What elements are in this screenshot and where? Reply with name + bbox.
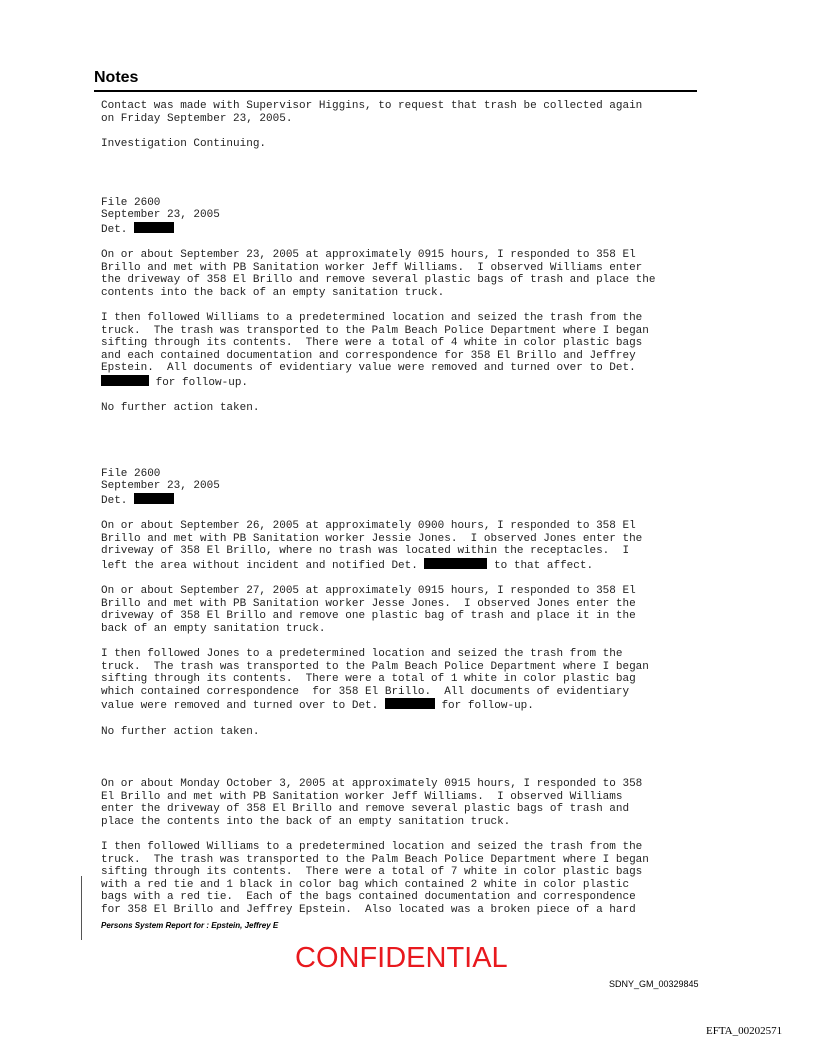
entry-3-paragraph-3 — [101, 648, 701, 713]
text-line: sifting through its contents. There were a total of 1 white in color plastic bag — [101, 673, 636, 685]
text-line: truck. The trash was transported to the Palm Beach Police Department where I began — [101, 324, 649, 337]
text-line: enter the driveway of 358 El Brillo and remove several plastic bags of trash and — [101, 803, 630, 815]
text-line — [101, 558, 701, 573]
detective-line — [101, 493, 701, 508]
entry-2-paragraph-2 — [101, 312, 701, 389]
margin-line — [81, 876, 82, 940]
text-line: Brillo and met with PB Sanitation worker Jessie Jones. I observed Jones enter the — [101, 532, 643, 545]
entry-4-paragraph-1 — [101, 778, 701, 828]
text-line: I then followed Williams to a predetermined location and seized the trash from the — [101, 312, 643, 324]
text-line: Brillo and met with PB Sanitation worker Jeff Williams. I observed Williams enter — [101, 261, 643, 274]
text-line: truck. The trash was transported to the Palm Beach Police Department where I began — [101, 853, 649, 866]
text-line: truck. The trash was transported to the Palm Beach Police Department where I began — [101, 660, 649, 673]
text-line: the driveway of 358 El Brillo and remove several plastic bags of trash and place the — [101, 274, 656, 286]
text-line: driveway of 358 El Brillo and remove one plastic bag of trash and place it in the — [101, 610, 636, 622]
file-number: File 2600 — [101, 467, 161, 480]
text-line — [101, 375, 701, 390]
entry-2-closing — [101, 402, 701, 415]
entry-3-paragraph-2 — [101, 585, 701, 635]
text-line: On or about September 27, 2005 at approximately 0915 hours, I responded to 358 El — [101, 585, 636, 597]
entry-date: September 23, 2005 — [101, 209, 220, 221]
text-line — [101, 698, 701, 713]
efta-number: EFTA_00202571 — [706, 1025, 783, 1037]
entry-1-status — [101, 138, 701, 151]
redaction-box — [424, 558, 487, 569]
detective-line — [101, 222, 701, 237]
text-line: El Brillo and met with PB Sanitation worker Jeff Williams. I observed Williams — [101, 790, 623, 803]
text-line: driveway of 358 El Brillo, where no trash was located within the receptacles. I — [101, 545, 630, 557]
entry-2-paragraph-1 — [101, 249, 701, 299]
redaction-box — [101, 375, 149, 386]
text-line: for 358 El Brillo and Jeffrey Epstein. Also located was a broken piece of a hard — [101, 903, 636, 916]
entry-3-closing — [101, 726, 701, 739]
entry-1-paragraph — [101, 100, 701, 125]
text-line: sifting through its contents. There were a total of 7 white in color plastic bags — [101, 866, 643, 878]
text-line: On or about September 26, 2005 at approximately 0900 hours, I responded to 358 El — [101, 520, 636, 532]
text-line: On or about Monday October 3, 2005 at approximately 0915 hours, I responded to 358 — [101, 778, 643, 790]
text-line: sifting through its contents. There were a total of 4 white in color plastic bags — [101, 337, 643, 349]
detective-label: Det. — [101, 223, 128, 236]
notes-body — [101, 100, 701, 929]
redaction-box — [385, 698, 435, 709]
text-line: on Friday September 23, 2005. — [101, 112, 293, 125]
text-line: On or about September 23, 2005 at approximately 0915 hours, I responded to 358 El — [101, 249, 636, 261]
entry-3-header — [101, 468, 701, 508]
text-fragment: for follow-up. — [149, 376, 249, 389]
text-fragment: value were removed and turned over to Det. — [101, 700, 385, 712]
text-fragment: left the area without incident and notified Det. — [101, 559, 425, 572]
text-line: I then followed Williams to a predetermined location and seized the trash from the — [101, 841, 643, 853]
text-line: Epstein. All documents of evidentiary value were removed and turned over to Det. — [101, 362, 636, 374]
page-title: Notes — [94, 69, 139, 86]
confidential-stamp: CONFIDENTIAL — [295, 942, 508, 974]
closing-text: No further action taken. — [101, 402, 260, 414]
text-line: bags with a red tie. Each of the bags contained documentation and correspondence — [101, 891, 636, 903]
text-line: place the contents into the back of an empty sanitation truck. — [101, 815, 511, 828]
text-line: I then followed Jones to a predetermined location and seized the trash from the — [101, 648, 623, 660]
text-fragment: to that affect. — [487, 559, 594, 572]
entry-date: September 23, 2005 — [101, 480, 220, 492]
entry-2-header — [101, 197, 701, 237]
redaction-box — [134, 493, 174, 504]
text-line: contents into the back of an empty sanitation truck. — [101, 286, 445, 299]
bates-number: SDNY_GM_00329845 — [609, 979, 699, 989]
text-line: with a red tie and 1 black in color bag which contained 2 white in color plastic — [101, 878, 630, 891]
closing-text: No further action taken. — [101, 725, 260, 738]
text-fragment: for follow-up. — [434, 700, 534, 712]
title-rule — [94, 90, 697, 92]
text-line: which contained correspondence for 358 El Brillo. All documents of evidentiary — [101, 685, 630, 698]
report-footer: Persons System Report for : Epstein, Jeffrey E — [101, 921, 279, 930]
text-line: and each contained documentation and correspondence for 358 El Brillo and Jeffrey — [101, 349, 636, 362]
entry-3-paragraph-1 — [101, 520, 701, 572]
text-line: Contact was made with Supervisor Higgins, to request that trash be collected again — [101, 100, 643, 112]
file-number: File 2600 — [101, 196, 161, 209]
text-line: Brillo and met with PB Sanitation worker Jesse Jones. I observed Jones enter the — [101, 597, 636, 610]
detective-label: Det. — [101, 494, 128, 507]
text-line: back of an empty sanitation truck. — [101, 622, 326, 635]
entry-4-paragraph-2 — [101, 841, 701, 916]
redaction-box — [134, 222, 174, 233]
status-text: Investigation Continuing. — [101, 138, 267, 150]
